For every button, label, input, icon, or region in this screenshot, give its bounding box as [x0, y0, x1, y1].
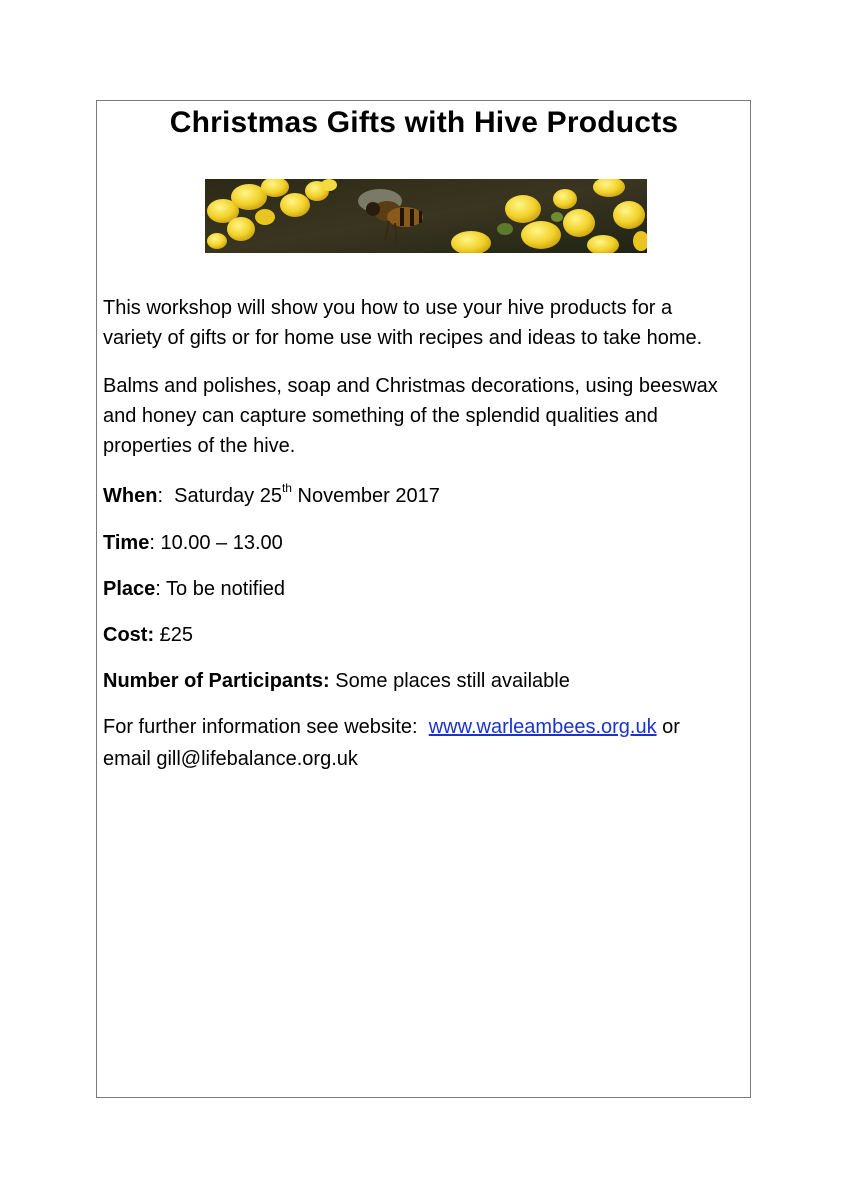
- info-suffix: or: [662, 716, 680, 738]
- bee-photo-illustration: [205, 179, 647, 253]
- place-label: Place: [103, 578, 156, 600]
- when-row: When: Saturday 25th November 2017: [103, 481, 440, 507]
- place-value: To be notified: [166, 578, 286, 600]
- participants-label: Number of Participants:: [103, 670, 330, 692]
- intro-line: variety of gifts or for home use with recipes and ideas to take home.: [103, 327, 703, 349]
- when-rest: November 2017: [297, 485, 440, 507]
- cost-value: £25: [159, 624, 194, 646]
- time-row: Time: 10.00 – 13.00: [103, 532, 283, 554]
- when-day: Saturday 25: [174, 485, 282, 507]
- description-line: properties of the hive.: [103, 435, 296, 457]
- place-row: Place: To be notified: [103, 578, 286, 600]
- email-row: email gill@lifebalance.org.uk: [103, 748, 358, 770]
- cost-row: [103, 620, 193, 650]
- when-label: When: [103, 485, 158, 507]
- when-suffix: th: [281, 481, 292, 496]
- participants-value: Some places still available: [335, 670, 570, 692]
- intro-line: This workshop will show you how to use your hive products for a: [103, 297, 673, 319]
- cost-label: Cost:: [103, 624, 155, 646]
- participants-row: [103, 666, 570, 696]
- description-line: Balms and polishes, soap and Christmas decorations, using beeswax: [103, 375, 718, 397]
- info-row: [103, 712, 680, 742]
- info-prefix: For further information see website:: [103, 716, 418, 738]
- time-label: Time: [103, 532, 150, 554]
- description-paragraph: [103, 371, 718, 461]
- description-line: and honey can capture something of the splendid qualities and: [103, 405, 658, 427]
- bee-flowers-photo: [205, 179, 647, 253]
- page-title: Christmas Gifts with Hive Products: [169, 106, 679, 139]
- website-link[interactable]: www.warleambees.org.uk: [428, 716, 657, 738]
- time-value: 10.00 – 13.00: [160, 532, 283, 554]
- intro-paragraph: [103, 293, 702, 353]
